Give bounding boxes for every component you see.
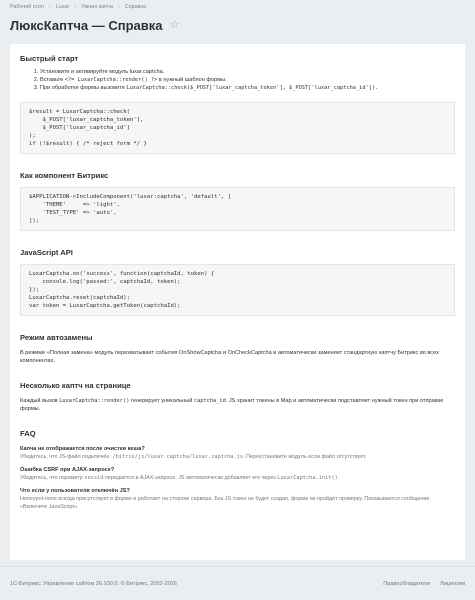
text-part: .: [337, 475, 340, 481]
heading-faq: FAQ: [20, 429, 36, 438]
quickstart-step-2: [40, 76, 455, 84]
inline-code: LuxarCaptcha.init(): [277, 475, 338, 481]
text-part: . Переустановите модуль если файл отсутствует.: [243, 454, 367, 460]
heading-jsapi: JavaScript API: [20, 248, 73, 257]
step-text: в нужный шаблон формы.: [157, 77, 227, 83]
code-block-quickstart: $result = LuxarCaptcha::check( $_POST['luxar_captcha_token'], $_POST['luxar_captcha_id'] ); if (!$result) { /* reject form */ }: [20, 102, 455, 154]
quickstart-step-1: 1. Установите и активируйте модуль luxar.captcha.: [40, 68, 455, 76]
footer-link-rights[interactable]: Правообладатели: [383, 580, 431, 587]
text-part: Каждый вызов: [20, 398, 60, 404]
inline-code: /bitrix/js/luxar.captcha/luxar.captcha.js: [112, 454, 244, 460]
breadcrumb-item-smart-captcha[interactable]: Умная капча: [81, 4, 113, 10]
quickstart-steps: [20, 68, 455, 92]
breadcrumb: [0, 0, 475, 12]
text-part: Убедитесь, что JS-файл подключён:: [20, 454, 113, 460]
breadcrumb-separator-icon: ›: [74, 4, 77, 10]
inline-code: LuxarCaptcha::render(): [59, 398, 130, 404]
multiple-text: [20, 397, 455, 413]
faq-answer-2: [20, 474, 455, 482]
star-icon[interactable]: ☆: [169, 18, 180, 31]
code-block-component: $APPLICATION->IncludeComponent('luxar:captcha', 'default', [ 'THEME' => 'light', 'TEST_TYPE' => 'auto', ]);: [20, 187, 455, 231]
inline-code: <?= LuxarCaptcha::render() ?>: [64, 77, 158, 83]
heading-component: Как компонент Битрикс: [20, 171, 109, 180]
page-header: [0, 12, 475, 38]
inline-code: captcha_id: [193, 398, 226, 404]
heading-multiple: Несколько каптч на странице: [20, 381, 131, 390]
page-footer: [0, 566, 475, 600]
step-text: Вставьте: [40, 77, 65, 83]
heading-quickstart: Быстрый старт: [20, 54, 79, 63]
heading-autoreplace: Режим автозамены: [20, 333, 93, 342]
footer-links: [373, 581, 465, 587]
page-title: ЛюксКаптча — Справка: [10, 17, 163, 33]
breadcrumb-separator-icon: ›: [117, 4, 120, 10]
quickstart-step-3: [40, 84, 455, 92]
step-text: При обработке формы вызовите: [40, 85, 127, 91]
breadcrumb-item-luxar[interactable]: Luxar: [55, 4, 70, 10]
inline-code: LuxarCaptcha::check($_POST['luxar_captcha_token'], $_POST['luxar_captcha_id']).: [126, 85, 379, 91]
faq-question-1: Капча не отображается после очистки кеша?: [20, 446, 145, 452]
footer-link-licenses[interactable]: Лицензии: [440, 580, 465, 587]
breadcrumb-separator-icon: ›: [48, 4, 51, 10]
text-part: . JS хранит токены в Map и автоматически подставляет нужный токен при отправке формы.: [20, 398, 444, 412]
faq-question-2: Ошибка CSRF при AJAX-запросе?: [20, 467, 115, 473]
autoreplace-text: В режиме «Полная замена» модуль перехватывает события OnShowCaptcha и OnCheckCaptcha и автоматически заменяет стандартную каптчу Битрикс во всех компонентах.: [20, 350, 439, 364]
text-part: передаётся в AJAX-запросе. JS автоматически добавляет его через: [103, 475, 278, 481]
faq-answer-3: Honeypot-поле всегда присутствует в форме и работает на стороне сервера. Без JS токен не будет создан, форма не пройдёт проверку. Показывается сообщение «Включите JavaScript».: [20, 496, 430, 510]
text-part: Убедитесь, что параметр: [20, 475, 85, 481]
text-part: генерирует уникальный: [129, 398, 194, 404]
faq-answer-1: [20, 453, 455, 461]
help-content-card: [10, 44, 465, 560]
footer-copyright: 1С-Битрикс: Управление сайтом 26.100.0. © Битрикс, 2002-2026: [10, 580, 178, 587]
code-block-jsapi: LuxarCaptcha.on('success', function(captchaId, token) { console.log('passed:', captchaId, token); }); LuxarCaptcha.reset(captchaId); var token = LuxarCaptcha.getToken(captchaId);: [20, 264, 455, 316]
faq-question-3: Что если у пользователя отключён JS?: [20, 488, 130, 494]
inline-code: sessid: [84, 475, 104, 481]
breadcrumb-item-desktop[interactable]: Рабочий стол: [10, 4, 44, 10]
breadcrumb-item-help[interactable]: Справка: [124, 4, 146, 10]
